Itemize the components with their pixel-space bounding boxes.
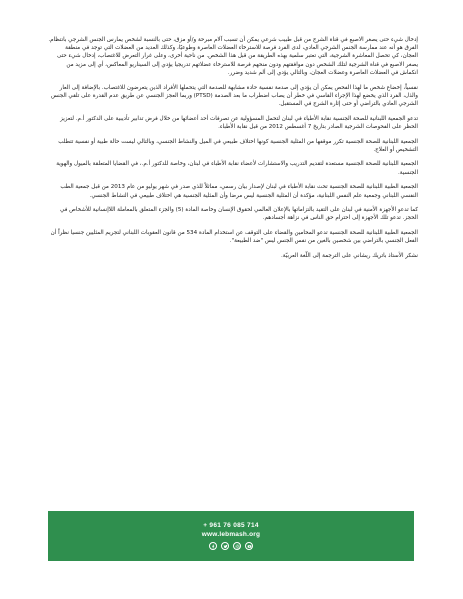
paragraph-call-on-medical-syndicate: تدعو الجمعية اللبنانية للصحة الجنسية نقابة الأطباء في لبنان لتحمل المسؤولية عن تصرفات أحد أعضائها من خلال فرض تدابير تأديبية على الدكتور أ.م. لتعزيز الحظر على الفحوصات الشرجية الصادر بتاريخ 7 أغسطس 2012 من قبل نقابة الأطباء.: [60, 115, 418, 130]
paragraph-homosexuality-position: الجمعية اللبنانية للصحة الجنسية تكرر موقفها من المثلية الجنسية كونها اختلاف طبيعي في الميل والنشاط الجنسي، وبالتالي ليست حالة طبية أو نفسية تتطلب التشخيص أو العلاج.: [58, 138, 418, 153]
paragraph-psychological-trauma: نفسياً، إخضاع شخص ما لهذا الفحص يمكن أن يؤدي إلى صدمة نفسية حادة مشابهة للصدمة التي يتحملها الأفراد الذين يتعرضون للاغتصاب. بالإضافة إلى العار والذل، الفرد الذي يخضع لهذا الإجراء القاسي في خطر أن يصاب اضطراب ما بعد الصدمة (PTSD) وربما العجز الجنسي عن طريق عدم القدرة على تلقي الجنس الشرجي العادي بالتراضي أو حتى إثارة الشرج في المستقبل.: [50, 84, 418, 107]
footer-phone: + 961 76 085 714: [203, 522, 259, 529]
paragraph-translation-thanks: نشكر الأستاذ باتريك ريشاني على الترجمة إلى اللّغة العربيّة.: [281, 253, 418, 260]
facebook-glyph: [211, 544, 216, 549]
paragraph-article-534: الجمعية الطبية اللبنانية للصحة الجنسية تدعو المحامين والقضاء على التوقف عن استخدام المادة 534 من قانون العقوبات اللبناني لتجريم المثليين جنسيا نظراً أن الفعل الجنسي بالتراضي بين شخصين بالغين من نفس الجنس ليس "ضد الطبيعة".: [50, 230, 418, 245]
social-icons: [209, 542, 253, 550]
paragraph-official-statement-request: الجمعية الطبية اللبنانية للصحة الجنسية تحث نقابة الأطباء في لبنان لإصدار بيان رسمي، مماثلاً للذي صدر في شهر يوليو من عام 2013 من قبل جمعية الطب النفسي اللبناني وجمعية علم النفس اللبنانية، مؤكدة أن المثلية الجنسية ليس مرضا وأن المثلية الجنسية هي اختلاف طبيعي في النشاط الجنسي.: [60, 184, 418, 199]
footer-website-link[interactable]: www.lebmash.org: [201, 531, 261, 538]
document-body: [48, 36, 418, 267]
footer-banner: [48, 511, 414, 561]
twitter-glyph: [223, 544, 228, 549]
youtube-icon[interactable]: [245, 542, 253, 550]
twitter-icon[interactable]: [221, 542, 229, 550]
paragraph-anal-exam-physical-harm: إدخال شيء حتى يصغر الاصبع في قناة الشرج من قبل طبيب شرعي يمكن أن تسبب آلام مبرحة و/أو مزق، حتى بالنسبة لشخص يمارس الجنس الشرجي بانتظام. الفرق هو أنه عند ممارسة الجنس الشرجي العادي، لدى الفرد فرصة للاسترخاء العضلات العاصرة وطوعيًا، وكذلك العديد من العضلات التي توجد في منطقة العجان، كي تحصل المعاشرة الشرجية، التي تعتبر سلمية بهذه الطريقة من قبل هذا الشخص. من ناحية أخرى، وعلى غرار التعرض للاغتصاب، إدخال شيء حتى يصغر الاصبع في قناة الشرجية لتلك الشخص دون موافقتهم ودون منحهم فرصة للاسترخاء عضلاتهم تدريجيا يؤدي إلى السيناريو المعاكس، أي إلى مزيد من انكماش في العضلات العاصرة وعضلات العجان، وبالتالي يؤدي إلى ألم شديد وضرر.: [48, 37, 418, 76]
instagram-glyph: [235, 544, 240, 549]
facebook-icon[interactable]: [209, 542, 217, 550]
instagram-icon[interactable]: [233, 542, 241, 550]
paragraph-training-offer: الجمعية اللبنانية للصحة الجنسية مستعدة لتقديم التدريب والاستشارات لأعضاء نقابة الأطباء في لبنان، وخاصة للدكتور أ.م.، في القضايا المتعلقة بالميول والهوية الجنسية.: [56, 161, 418, 176]
paragraph-security-agencies: كما تدعو الأجهزة الأمنية في لبنان على التقيد بالتزاماتها بالإعلان العالمي لحقوق الإنسان وخاصة المادة (5) والجزء المتعلق بالمعاملة اللاإنسانية للأشخاص في الحجز. تدعو تلك الأجهزة إلى احترام حق الناس في نزاهة أجسادهم.: [60, 207, 418, 222]
youtube-glyph: [247, 544, 252, 549]
